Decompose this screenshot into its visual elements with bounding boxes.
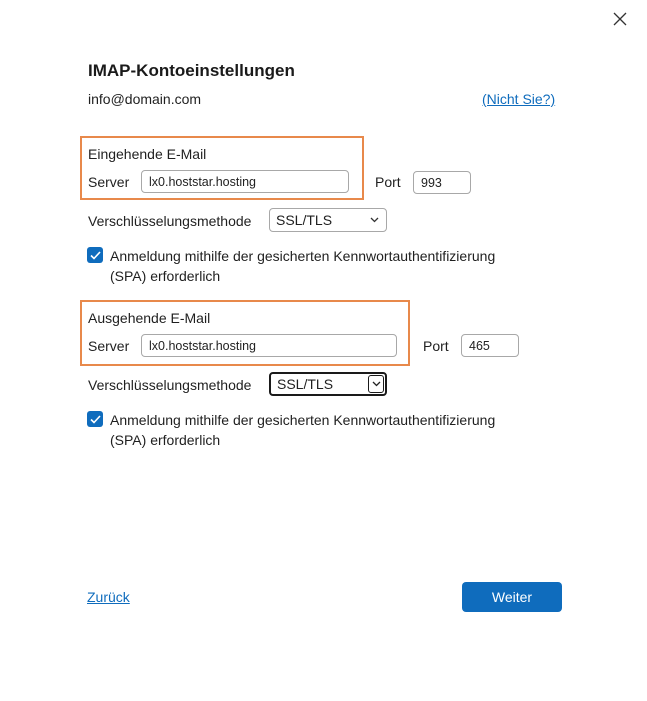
close-icon <box>613 12 627 26</box>
outgoing-spa-label <box>110 410 550 450</box>
outgoing-encryption-select[interactable] <box>269 372 387 396</box>
chevron-down-icon <box>368 375 384 393</box>
incoming-spa-checkbox[interactable] <box>87 247 103 263</box>
incoming-server-label: Server <box>88 174 130 190</box>
outgoing-server-label: Server <box>88 338 130 354</box>
outgoing-encryption-label: Verschlüsselungsmethode <box>88 377 252 393</box>
outgoing-section-label: Ausgehende E-Mail <box>88 310 211 326</box>
next-button[interactable]: Weiter <box>462 582 562 612</box>
outgoing-spa-label-line1: Anmeldung mithilfe der gesicherten Kennwortauthentifizierung <box>110 412 496 428</box>
incoming-spa-label-line1: Anmeldung mithilfe der gesicherten Kennwortauthentifizierung <box>110 248 496 264</box>
incoming-section-label: Eingehende E-Mail <box>88 146 207 162</box>
incoming-port-input[interactable] <box>413 171 471 194</box>
outgoing-spa-label-line2: (SPA) erforderlich <box>110 432 221 448</box>
outgoing-spa-checkbox[interactable] <box>87 411 103 427</box>
dialog-title: IMAP-Kontoeinstellungen <box>88 61 295 80</box>
outgoing-port-input[interactable] <box>461 334 519 357</box>
checkmark-icon <box>90 415 101 424</box>
incoming-spa-label <box>110 246 550 286</box>
not-you-link[interactable]: (Nicht Sie?) <box>482 91 556 107</box>
outgoing-port-label: Port <box>423 338 449 354</box>
incoming-encryption-select[interactable] <box>269 208 387 232</box>
outgoing-server-input[interactable] <box>141 334 397 357</box>
incoming-spa-label-line2: (SPA) erforderlich <box>110 268 221 284</box>
checkmark-icon <box>90 251 101 260</box>
incoming-encryption-label: Verschlüsselungsmethode <box>88 213 252 229</box>
close-button[interactable] <box>606 6 634 32</box>
outgoing-encryption-value: SSL/TLS <box>277 376 334 392</box>
chevron-down-icon <box>367 213 381 227</box>
incoming-port-label: Port <box>375 174 401 190</box>
back-link[interactable]: Zurück <box>87 589 130 605</box>
incoming-encryption-value: SSL/TLS <box>276 212 333 228</box>
incoming-server-input[interactable] <box>141 170 349 193</box>
account-email: info@domain.com <box>88 91 202 107</box>
